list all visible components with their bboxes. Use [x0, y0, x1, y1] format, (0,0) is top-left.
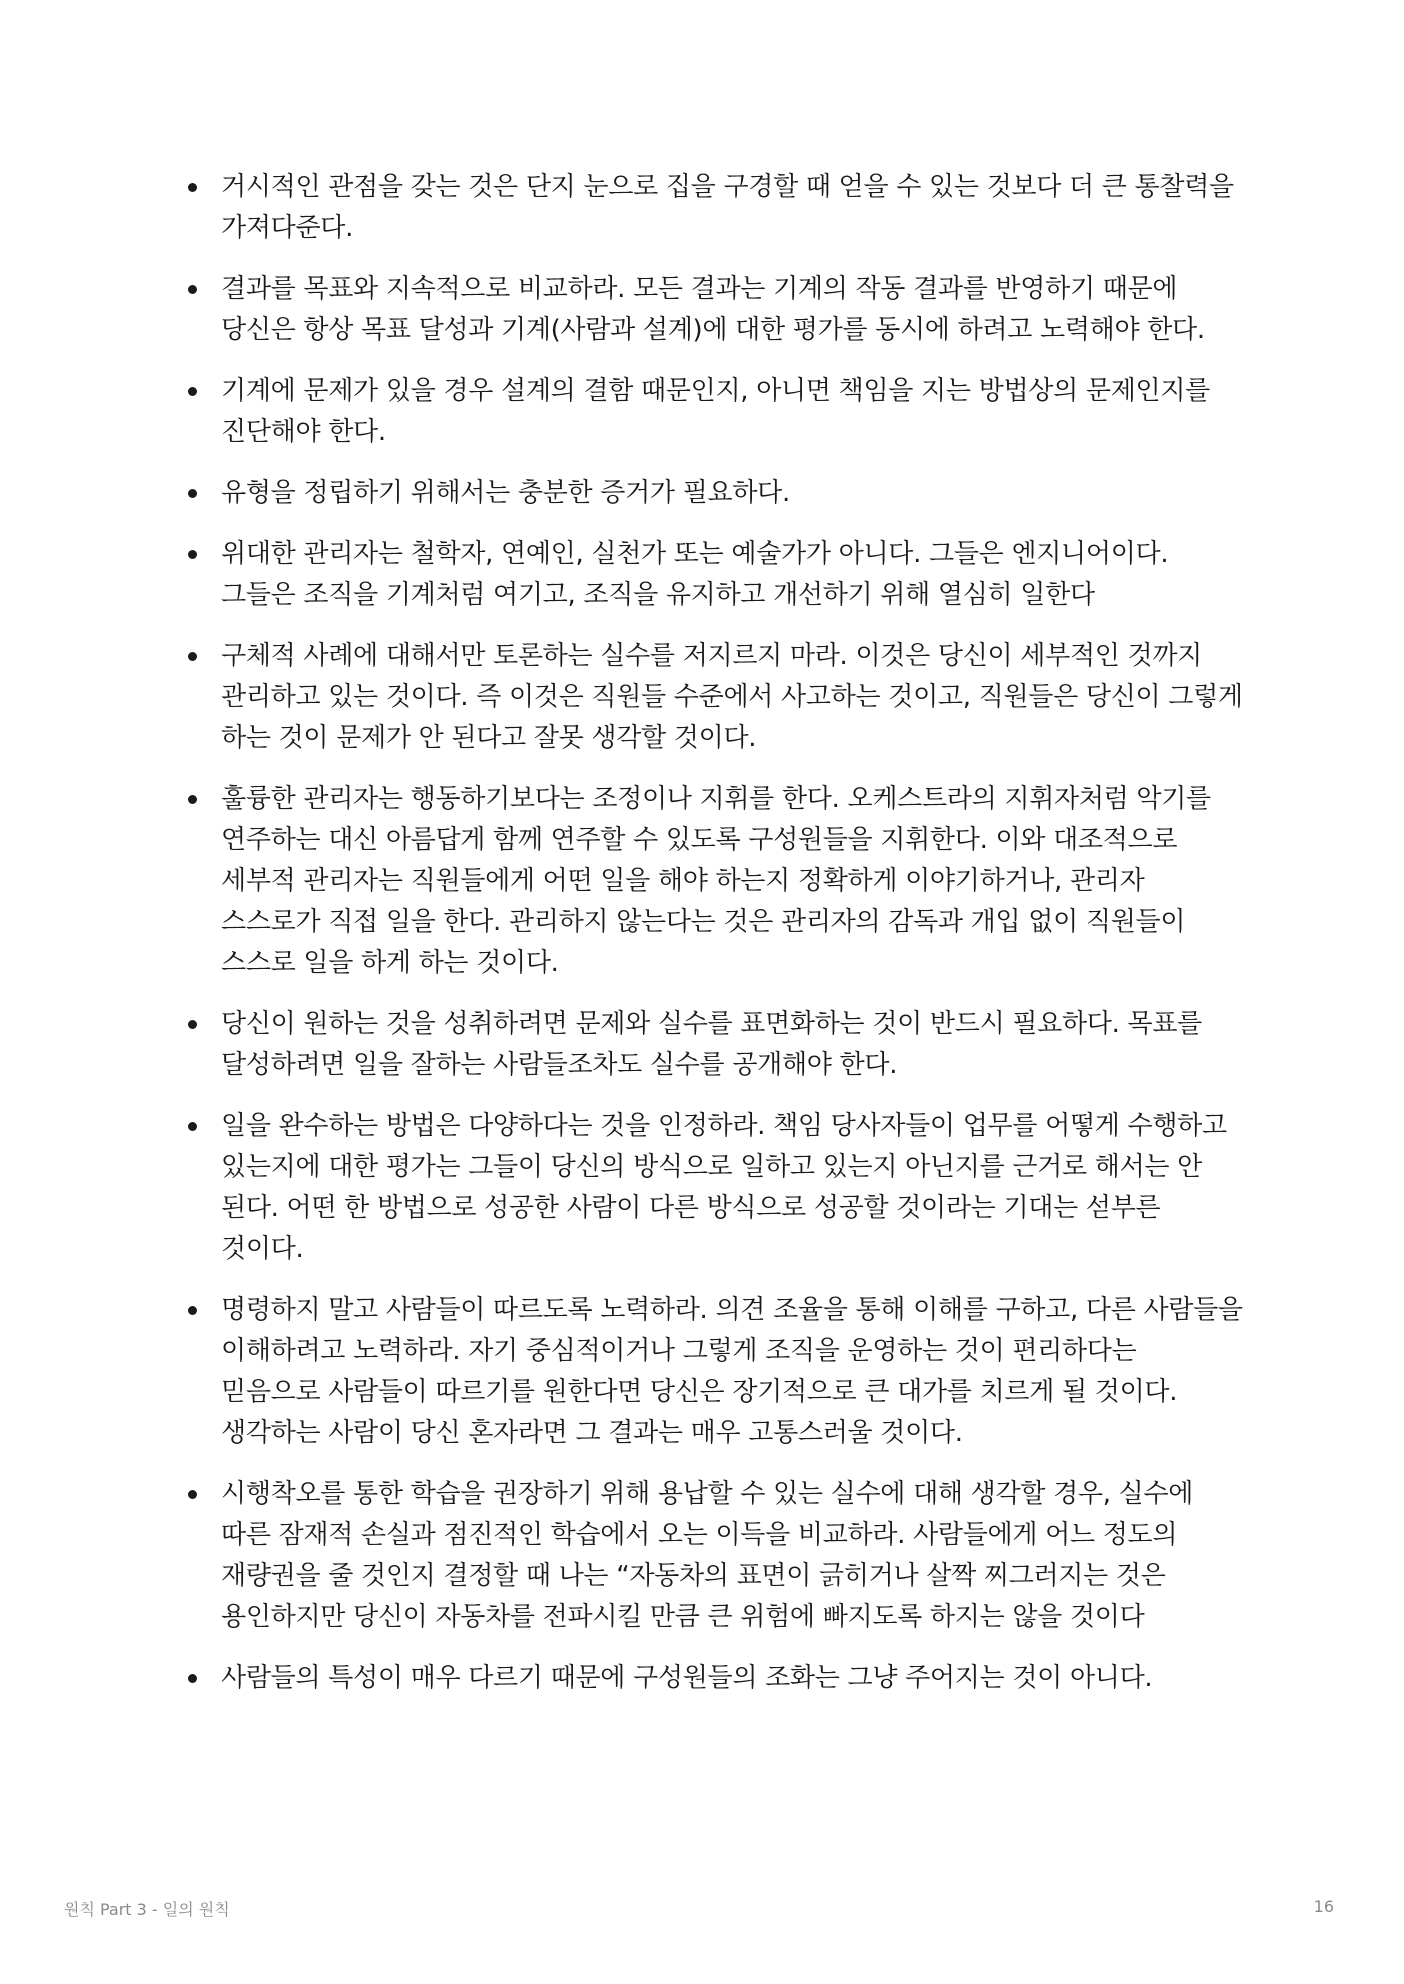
bullet-list — [183, 167, 1243, 1699]
list-item — [183, 1106, 1243, 1270]
footer-title: 원칙 Part 3 - 일의 원칙 — [64, 1900, 230, 1919]
bullet-icon — [188, 652, 197, 661]
list-item-text: 거시적인 관점을 갖는 것은 단지 눈으로 집을 구경할 때 얻을 수 있는 것보다 더 큰 통찰력을 가져다준다. — [221, 172, 1234, 243]
list-item-text: 유형을 정립하기 위해서는 충분한 증거가 필요하다. — [221, 478, 790, 508]
list-item — [183, 473, 1243, 514]
bullet-icon — [188, 183, 197, 192]
bullet-icon — [188, 1490, 197, 1499]
bullet-icon — [188, 489, 197, 498]
list-item — [183, 636, 1243, 759]
list-item — [183, 1474, 1243, 1638]
list-item — [183, 1290, 1243, 1454]
list-item — [183, 779, 1243, 984]
bullet-icon — [188, 1306, 197, 1315]
list-item-text: 위대한 관리자는 철학자, 연예인, 실천가 또는 예술가가 아니다. 그들은 엔지니어이다. 그들은 조직을 기계처럼 여기고, 조직을 유지하고 개선하기 위해 열심히 일한다 — [221, 539, 1169, 610]
list-item-text: 일을 완수하는 방법은 다양하다는 것을 인정하라. 책임 당사자들이 업무를 어떻게 수행하고 있는지에 대한 평가는 그들이 당신의 방식으로 일하고 있는지 아닌지를 근거로 해서는 안 된다. 어떤 한 방법으로 성공한 사람이 다른 방식으로 성공할 것이라는 기대는 섣부른 것이다. — [221, 1111, 1227, 1264]
bullet-icon — [188, 795, 197, 804]
bullet-icon — [188, 1122, 197, 1131]
list-item-text: 기계에 문제가 있을 경우 설계의 결함 때문인지, 아니면 책임을 지는 방법상의 문제인지를 진단해야 한다. — [221, 376, 1210, 447]
list-item-text: 명령하지 말고 사람들이 따르도록 노력하라. 의견 조율을 통해 이해를 구하고, 다른 사람들을 이해하려고 노력하라. 자기 중심적이거나 그렇게 조직을 운영하는 것이 편리하다는 믿음으로 사람들이 따르기를 원한다면 당신은 장기적으로 큰 대가를 치르게 될 것이다. 생각하는 사람이 당신 혼자라면 그 결과는 매우 고통스러울 것이다. — [221, 1295, 1243, 1448]
list-item — [183, 1004, 1243, 1086]
bullet-icon — [188, 1674, 197, 1683]
list-item — [183, 534, 1243, 616]
list-item-text: 시행착오를 통한 학습을 권장하기 위해 용납할 수 있는 실수에 대해 생각할 경우, 실수에 따른 잠재적 손실과 점진적인 학습에서 오는 이득을 비교하라. 사람들에게 어느 정도의 재량권을 줄 것인지 결정할 때 나는 “자동차의 표면이 긁히거나 살짝 찌그러지는 것은 용인하지만 당신이 자동차를 전파시킬 만큼 큰 위험에 빠지도록 하지는 않을 것이다 — [221, 1479, 1194, 1632]
page-number: 16 — [1313, 1897, 1334, 1916]
bullet-icon — [188, 1020, 197, 1029]
list-item-text: 당신이 원하는 것을 성취하려면 문제와 실수를 표면화하는 것이 반드시 필요하다. 목표를 달성하려면 일을 잘하는 사람들조차도 실수를 공개해야 한다. — [221, 1009, 1202, 1080]
list-item-text: 구체적 사례에 대해서만 토론하는 실수를 저지르지 마라. 이것은 당신이 세부적인 것까지 관리하고 있는 것이다. 즉 이것은 직원들 수준에서 사고하는 것이고, 직원들은 당신이 그렇게 하는 것이 문제가 안 된다고 잘못 생각할 것이다. — [221, 641, 1243, 753]
list-item — [183, 167, 1243, 249]
list-item-text: 훌륭한 관리자는 행동하기보다는 조정이나 지휘를 한다. 오케스트라의 지휘자처럼 악기를 연주하는 대신 아름답게 함께 연주할 수 있도록 구성원들을 지휘한다. 이와 대조적으로 세부적 관리자는 직원들에게 어떤 일을 해야 하는지 정확하게 이야기하거나, 관리자 스스로가 직접 일을 한다. 관리하지 않는다는 것은 관리자의 감독과 개입 없이 직원들이 스스로 일을 하게 하는 것이다. — [221, 784, 1211, 978]
list-item — [183, 269, 1243, 351]
list-item — [183, 371, 1243, 453]
bullet-icon — [188, 285, 197, 294]
document-body — [183, 167, 1243, 1719]
list-item-text: 사람들의 특성이 매우 다르기 때문에 구성원들의 조화는 그냥 주어지는 것이 아니다. — [221, 1663, 1153, 1693]
bullet-icon — [188, 550, 197, 559]
list-item — [183, 1658, 1243, 1699]
list-item-text: 결과를 목표와 지속적으로 비교하라. 모든 결과는 기계의 작동 결과를 반영하기 때문에 당신은 항상 목표 달성과 기계(사람과 설계)에 대한 평가를 동시에 하려고 노력해야 한다. — [221, 274, 1205, 345]
bullet-icon — [188, 387, 197, 396]
